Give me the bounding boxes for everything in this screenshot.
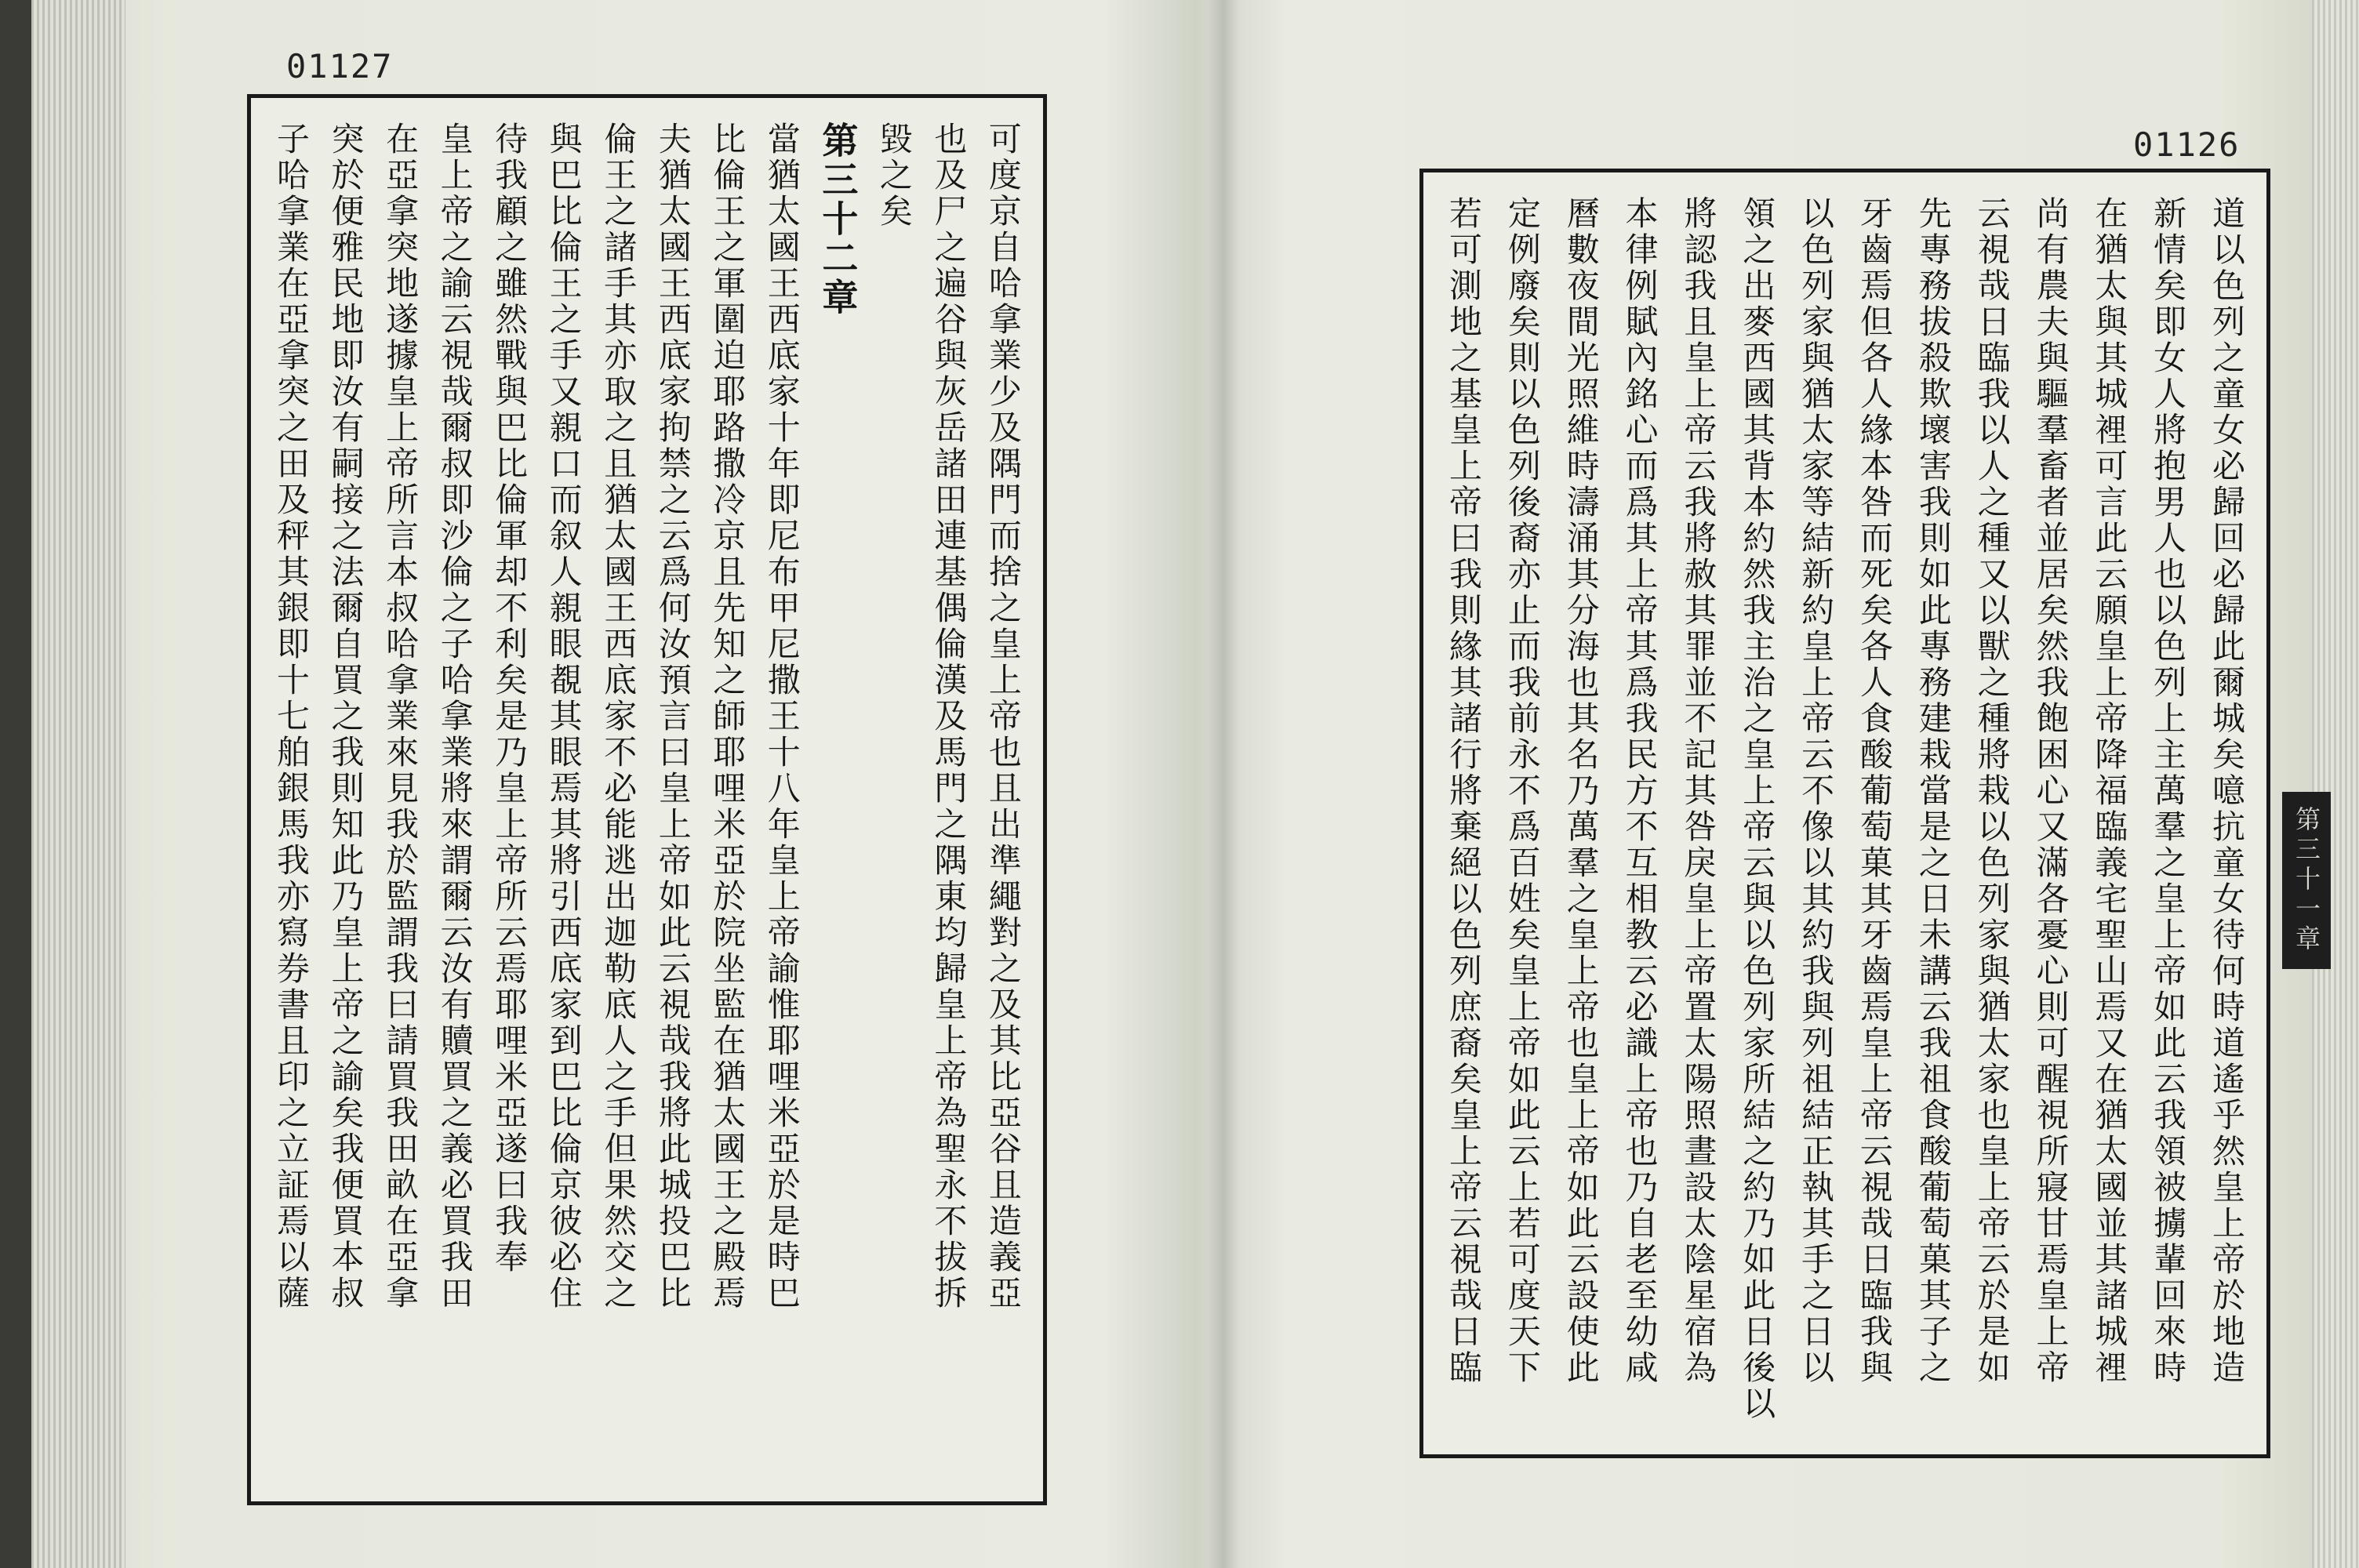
text-column: 子哈拿業在亞拿突之田及秤其銀即十七舶銀馬我亦寫券書且印之立証焉以薩 bbox=[272, 122, 311, 1312]
text-column: 倫王之諸手其亦取之且猶太國王西底家不必能逃出迦勒底人之手但果然交之 bbox=[599, 122, 638, 1312]
chapter-side-tab: 第三十一章 bbox=[2282, 792, 2331, 969]
text-column: 也及尸之遍谷與灰岳諸田連基偶倫漢及馬門之隅東均歸皇上帝為聖永不拔拆 bbox=[929, 122, 969, 1312]
text-column: 皇上帝之諭云視哉爾叔即沙倫之子哈拿業將來謂爾云汝有贖買之義必買我田 bbox=[435, 122, 474, 1312]
text-column: 待我顧之雖然戰與巴比倫軍却不利矣是乃皇上帝所云焉耶哩米亞遂曰我奉 bbox=[490, 122, 529, 1276]
right-page-edges bbox=[2312, 0, 2359, 1568]
right-page-columns bbox=[1445, 196, 2246, 1431]
text-column: 領之出麥西國其背本約然我主治之皇上帝云與以色列家所結之約乃如此日後以 bbox=[1738, 196, 1777, 1422]
text-column: 夫猶太國王西底家拘禁之云爲何汝預言曰皇上帝如此云視哉我將此城投巴比 bbox=[653, 122, 692, 1312]
text-column: 定例廢矣則以色列後裔亦止而我前永不爲百姓矣皇上帝如此云上若可度天下 bbox=[1503, 196, 1542, 1386]
right-page-number: 01126 bbox=[2133, 125, 2241, 164]
left-page-number: 01127 bbox=[286, 47, 394, 85]
text-column: 新情矣即女人將抱男人也以色列上主萬羣之皇上帝如此云我領被擄輩回來時 bbox=[2149, 196, 2188, 1386]
text-column: 云視哉日臨我以人之種又以獸之種將栽以色列家與猶太家也皇上帝云於是如 bbox=[1972, 196, 2012, 1386]
book-spread bbox=[31, 0, 2359, 1568]
text-column: 毀之矣 bbox=[874, 122, 914, 230]
text-column: 在猶太與其城裡可言此云願皇上帝降福臨義宅聖山焉又在猶太國並其諸城裡 bbox=[2090, 196, 2129, 1386]
left-page-columns bbox=[272, 122, 1023, 1478]
left-page-edges bbox=[31, 0, 125, 1568]
text-column: 將認我且皇上帝云我將赦其罪並不記其咎戾皇上帝置太陽照晝設太陰星宿為 bbox=[1679, 196, 1718, 1386]
text-column: 當猶太國王西底家十年即尼布甲尼撒王十八年皇上帝諭惟耶哩米亞於是時巴 bbox=[762, 122, 801, 1312]
text-column: 在亞拿突地遂據皇上帝所言本叔哈拿業來見我於監謂我曰請買我田畝在亞拿 bbox=[381, 122, 420, 1312]
text-column: 曆數夜間光照維時濤涌其分海也其名乃萬羣之皇上帝也皇上帝如此云設使此 bbox=[1561, 196, 1601, 1386]
text-column: 與巴比倫王之手又親口而叙人親眼覩其眼焉其將引西底家到巴比倫京彼必住 bbox=[544, 122, 583, 1312]
text-column: 若可測地之基皇上帝曰我則緣其諸行將棄絕以色列庶裔矣皇上帝云視哉日臨 bbox=[1445, 196, 1483, 1386]
text-column: 道以色列之童女必歸回必歸此爾城矣噫抗童女待何時道遙乎然皇上帝於地造 bbox=[2207, 196, 2246, 1386]
left-page-text-frame bbox=[247, 94, 1047, 1505]
text-column: 尚有農夫與驅羣畜者並居矣然我飽困心又滿各憂心則可醒視所寢甘焉皇上帝 bbox=[2031, 196, 2070, 1386]
text-column: 牙齒焉但各人緣本咎而死矣各人食酸葡萄菓其牙齒焉皇上帝云視哉日臨我與 bbox=[1855, 196, 1894, 1386]
text-column: 本律例賦內銘心而爲其上帝其爲我民方不互相教云必識上帝也乃自老至幼咸 bbox=[1620, 196, 1659, 1386]
text-column: 比倫王之軍圍迫耶路撒冷京且先知之師耶哩米亞於院坐監在猶太國王之殿焉 bbox=[708, 122, 747, 1312]
text-column: 突於便雅民地即汝有嗣接之法爾自買之我則知此乃皇上帝之諭矣我便買本叔 bbox=[326, 122, 365, 1312]
text-column: 先專務拔殺欺壞害我則如此專務建栽當是之日未講云我祖食酸葡萄菓其子之 bbox=[1914, 196, 1953, 1386]
text-column: 可度京自哈拿業少及隅門而捨之皇上帝也且出準繩對之及其比亞谷且造義亞 bbox=[983, 122, 1023, 1312]
text-column: 以色列家與猶太家等結新約皇上帝云不像以其約我與列祖結正執其手之日以 bbox=[1797, 196, 1836, 1386]
text-column: 第三十二章 bbox=[816, 122, 860, 318]
book-gutter bbox=[1208, 0, 1239, 1568]
right-page-text-frame bbox=[1419, 169, 2270, 1458]
